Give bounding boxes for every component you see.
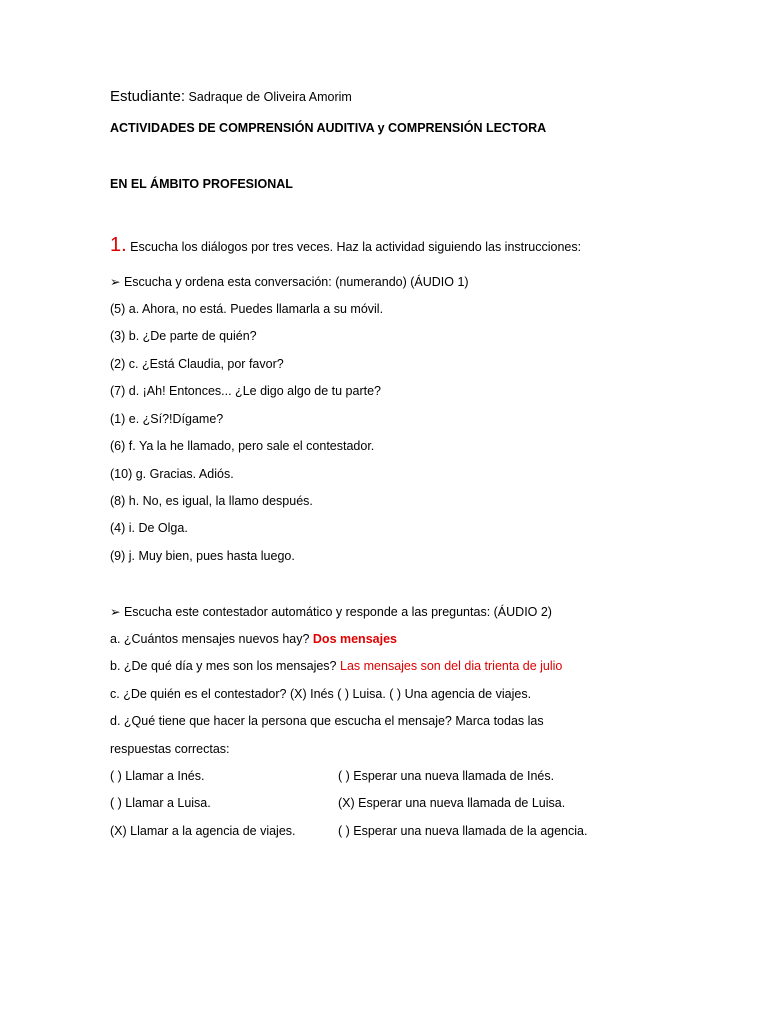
answer-b: Las mensajes son del dia trienta de julio [340,659,563,673]
option-row [110,824,730,838]
question-b [110,659,562,673]
question-b-text: b. ¿De qué día y mes son los mensajes? [110,659,337,673]
arrow-bullet-icon: ➢ [110,275,121,289]
option-left: ( ) Llamar a Inés. [110,769,205,783]
option-left: ( ) Llamar a Luisa. [110,796,211,810]
list-item: (10) g. Gracias. Adiós. [110,467,234,481]
arrow-bullet-icon: ➢ [110,605,121,619]
question-d-line-1: d. ¿Qué tiene que hacer la persona que escucha el mensaje? Marca todas las [110,714,544,728]
list-item: (5) a. Ahora, no está. Puedes llamarla a su móvil. [110,302,384,316]
section-instructions: Escucha los diálogos por tres veces. Haz la actividad siguiendo las instrucciones: [130,240,582,254]
list-item: (8) h. No, es igual, la llamo después. [110,494,313,508]
option-left: (X) Llamar a la agencia de viajes. [110,824,296,838]
option-row [110,769,730,783]
section-1-heading [110,234,581,257]
section-number: 1. [110,234,127,256]
option-row [110,796,730,810]
exercise-1-prompt-text: Escucha y ordena esta conversación: (numerando) (ÁUDIO 1) [123,275,469,289]
exercise-1-prompt [110,274,469,289]
list-item: (7) d. ¡Ah! Entonces... ¿Le digo algo de tu parte? [110,384,381,398]
option-right: (X) Esperar una nueva llamada de Luisa. [338,796,566,810]
document-title: ACTIVIDADES DE COMPRENSIÓN AUDITIVA y COMPRENSIÓN LECTORA [110,121,547,135]
list-item: (9) j. Muy bien, pues hasta luego. [110,549,295,563]
student-label: Estudiante: [110,88,186,105]
exercise-2-prompt [110,604,552,619]
list-item: (2) c. ¿Está Claudia, por favor? [110,357,284,371]
question-d-line-2: respuestas correctas: [110,742,230,756]
answer-a: Dos mensajes [312,632,397,646]
student-line [110,88,352,105]
student-name: Sadraque de Oliveira Amorim [188,90,352,104]
document-subtitle: EN EL ÁMBITO PROFESIONAL [110,177,293,191]
option-right: ( ) Esperar una nueva llamada de la agencia. [338,824,588,838]
question-a-text: a. ¿Cuántos mensajes nuevos hay? [110,632,310,646]
question-c: c. ¿De quién es el contestador? (X) Inés ( ) Luisa. ( ) Una agencia de viajes. [110,687,532,701]
question-a [110,632,397,646]
option-right: ( ) Esperar una nueva llamada de Inés. [338,769,555,783]
list-item: (6) f. Ya la he llamado, pero sale el contestador. [110,439,375,453]
list-item: (4) i. De Olga. [110,521,188,535]
exercise-2-prompt-text: Escucha este contestador automático y responde a las preguntas: (ÁUDIO 2) [123,605,552,619]
list-item: (3) b. ¿De parte de quién? [110,329,257,343]
list-item: (1) e. ¿Sí?!Dígame? [110,412,224,426]
